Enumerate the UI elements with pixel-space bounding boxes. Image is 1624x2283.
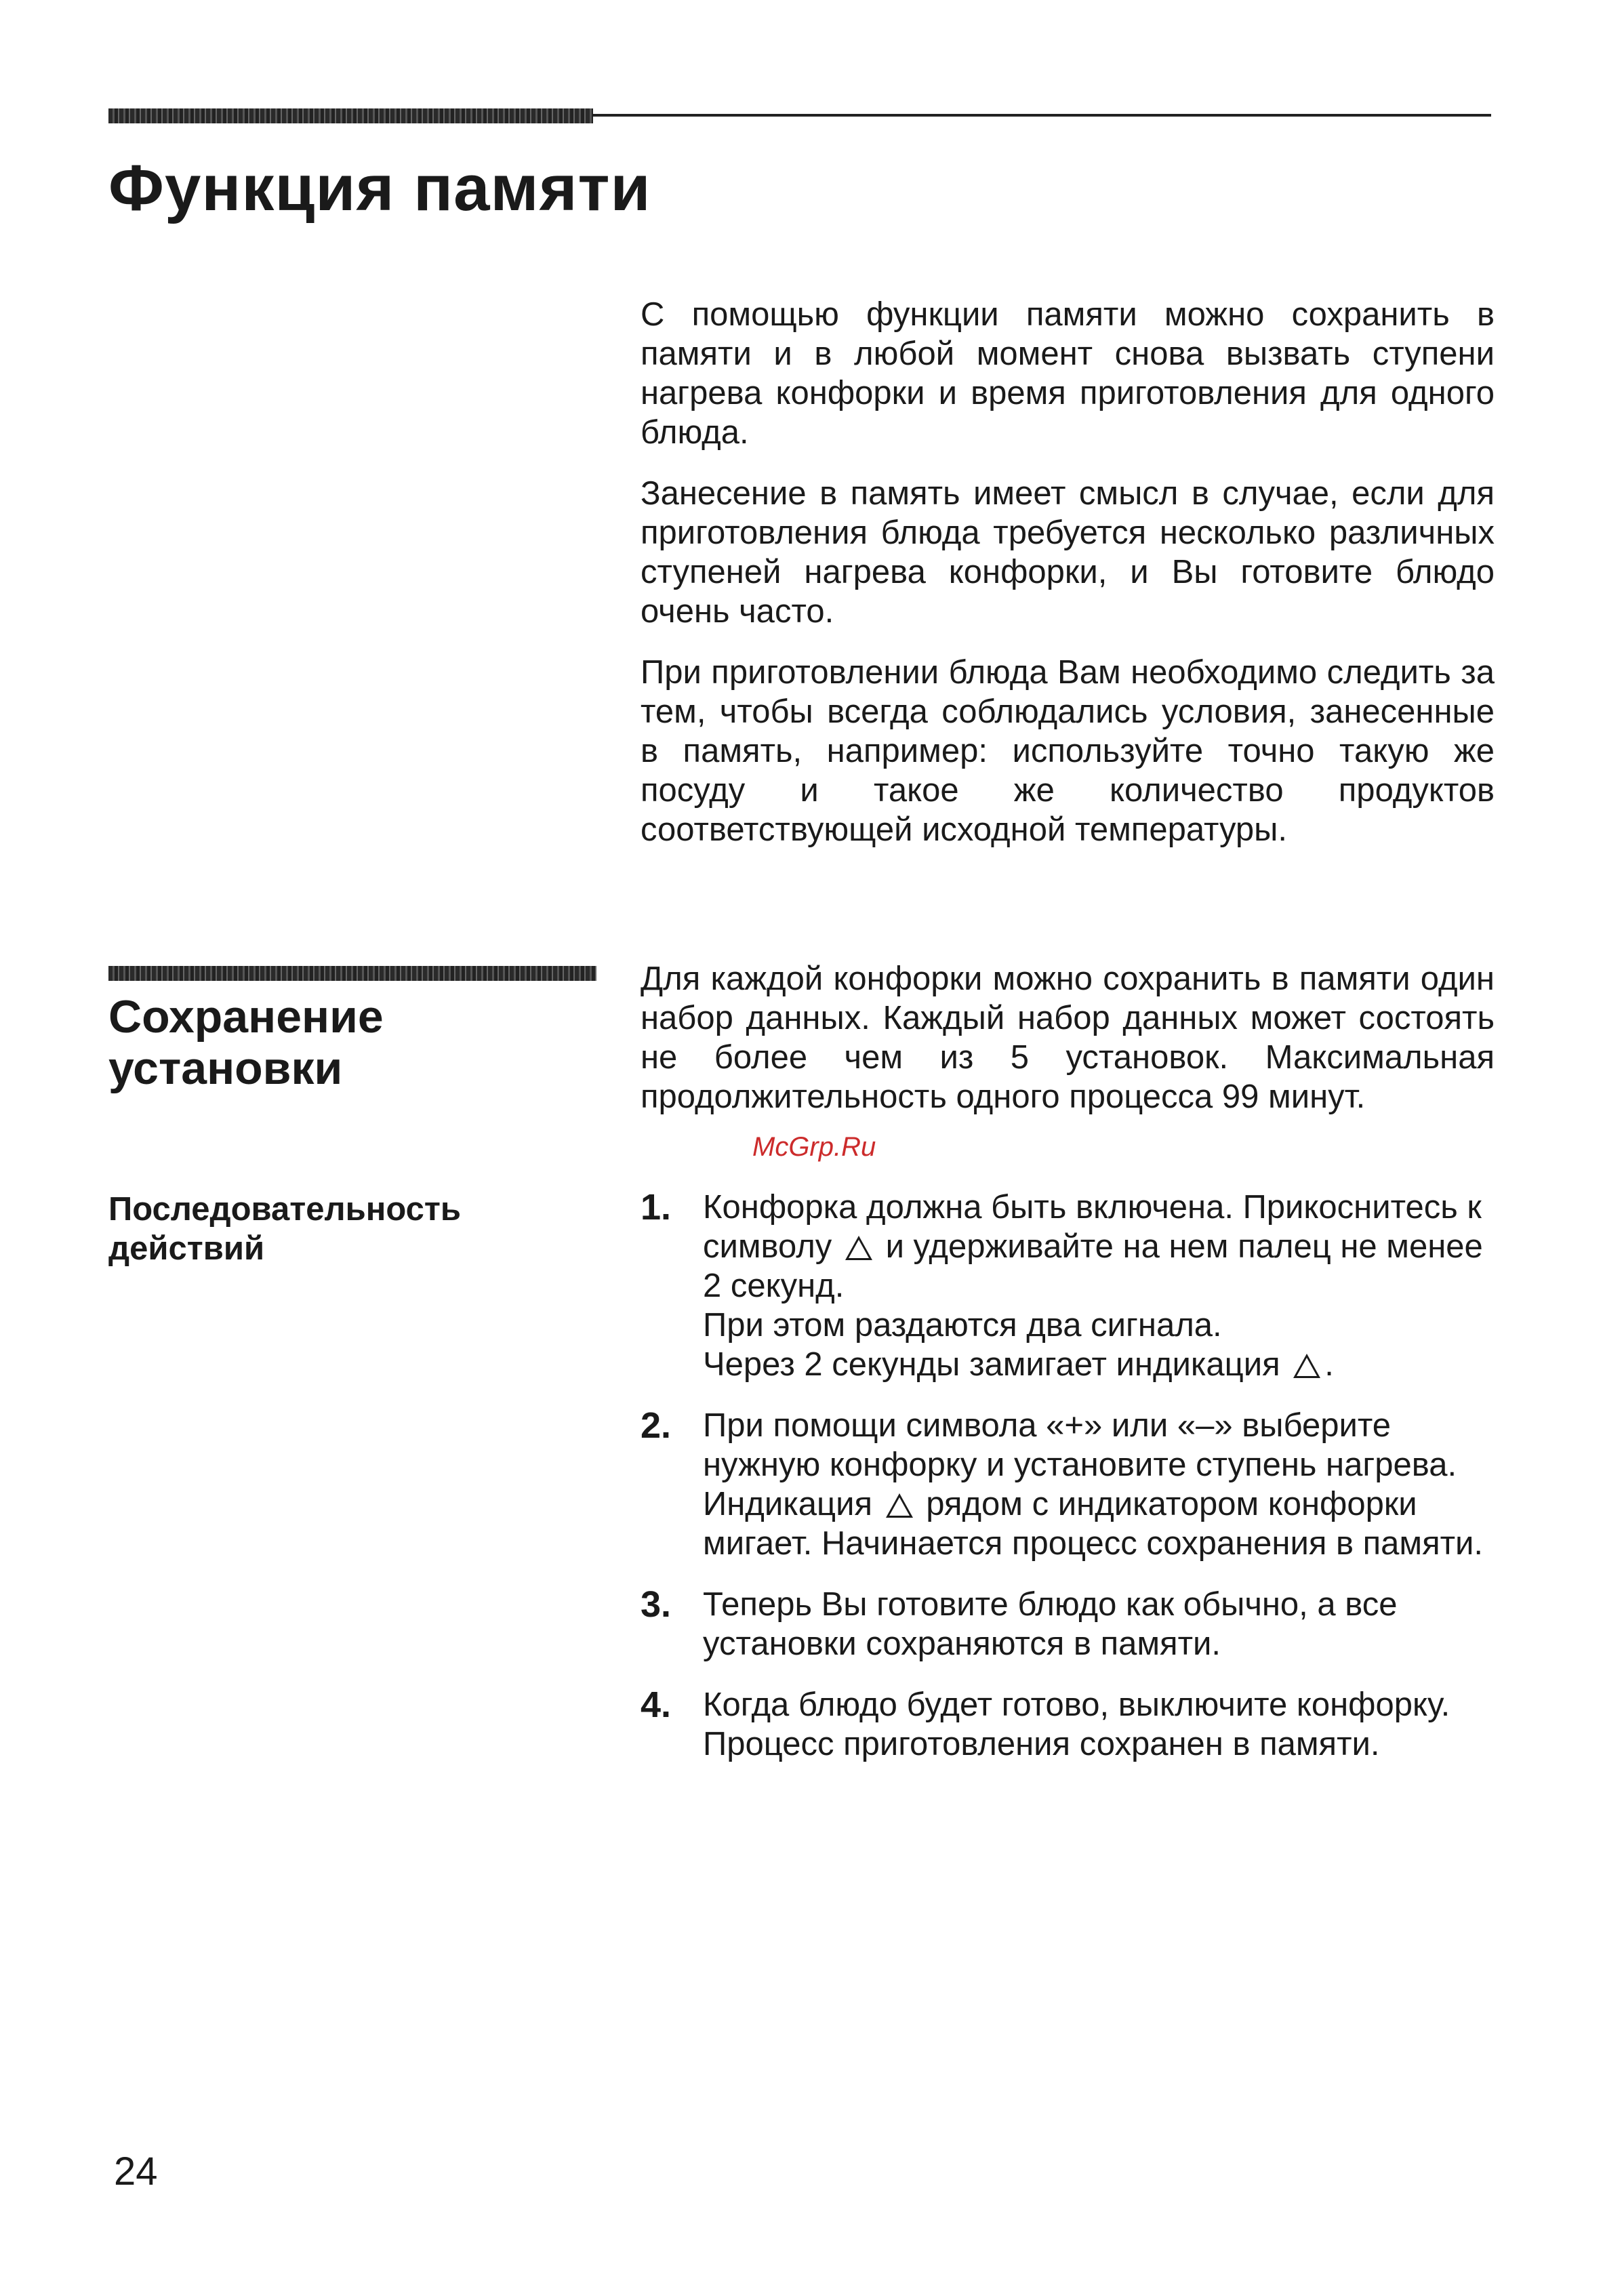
step-1-text-a: Конфорка должна быть включена. Прикоснитесь к символу bbox=[703, 1189, 1482, 1265]
step-number: 4. bbox=[641, 1684, 672, 1725]
section-decorative-bar bbox=[108, 966, 596, 981]
step-1-text-b: и удерживайте на нем палец не менее 2 секунд. bbox=[703, 1228, 1483, 1304]
step-4 bbox=[641, 1685, 1495, 1764]
step-1-text-d-line bbox=[703, 1345, 1495, 1384]
step-1-text-d: Через 2 секунды замигает индикация bbox=[703, 1346, 1280, 1383]
header-rule bbox=[593, 114, 1491, 117]
steps-list bbox=[641, 1188, 1495, 1785]
step-1 bbox=[641, 1188, 1495, 1384]
steps-heading-line-2: действий bbox=[108, 1230, 265, 1267]
step-3 bbox=[641, 1585, 1495, 1663]
section-title bbox=[108, 991, 596, 1094]
step-1-text bbox=[703, 1188, 1495, 1306]
section-title-line-2: установки bbox=[108, 1043, 343, 1094]
triangle-symbol-icon bbox=[886, 1493, 913, 1518]
step-number: 3. bbox=[641, 1584, 672, 1625]
step-4-text: Когда блюдо будет готово, выключите конфорку. Процесс приготовления сохранен в памяти. bbox=[703, 1686, 1450, 1762]
intro-paragraph-3: При приготовлении блюда Вам необходимо следить за тем, чтобы всегда соблюдались условия, занесенные в память, например: используйте точно такую же посуду и такое же количество продуктов соответствующей исходной температуры. bbox=[641, 654, 1495, 848]
steps-heading bbox=[108, 1190, 596, 1268]
step-number: 1. bbox=[641, 1187, 672, 1228]
intro-text bbox=[641, 295, 1495, 871]
watermark: McGrp.Ru bbox=[752, 1132, 876, 1162]
step-2-text-a: При помощи символа «+» или «–» выберите нужную конфорку и установите ступень нагрева. Индикация bbox=[703, 1407, 1457, 1522]
step-2 bbox=[641, 1406, 1495, 1563]
page-number: 24 bbox=[114, 2149, 158, 2194]
steps-heading-line-1: Последовательность bbox=[108, 1191, 462, 1228]
step-1-text-c: При этом раздаются два сигнала. bbox=[703, 1307, 1222, 1343]
triangle-symbol-icon bbox=[845, 1236, 872, 1260]
intro-paragraph-2: Занесение в память имеет смысл в случае, если для приготовления блюда требуется несколько различных ступеней нагрева конфорки, и Вы готовите блюдо очень часто. bbox=[641, 475, 1495, 630]
section-title-line-1: Сохранение bbox=[108, 991, 384, 1043]
header-decorative-bar bbox=[108, 108, 593, 123]
step-3-text: Теперь Вы готовите блюдо как обычно, а все установки сохраняются в памяти. bbox=[703, 1586, 1398, 1662]
step-number: 2. bbox=[641, 1405, 672, 1446]
step-2-text bbox=[703, 1406, 1495, 1563]
step-2-text-b: рядом с индикатором конфорки мигает. Начинается процесс сохранения в памяти. bbox=[703, 1486, 1484, 1562]
triangle-symbol-icon bbox=[1293, 1354, 1320, 1378]
intro-paragraph-1: С помощью функции памяти можно сохранить в памяти и в любой момент снова вызвать ступени нагрева конфорки и время приготовления для одного блюда. bbox=[641, 296, 1495, 451]
page-title: Функция памяти bbox=[108, 152, 651, 224]
section-intro: Для каждой конфорки можно сохранить в памяти один набор данных. Каждый набор данных может состоять не более чем из 5 установок. Максимальная продолжительность одного процесса 99 минут. bbox=[641, 961, 1495, 1115]
step-1-text-e: . bbox=[1324, 1346, 1334, 1383]
